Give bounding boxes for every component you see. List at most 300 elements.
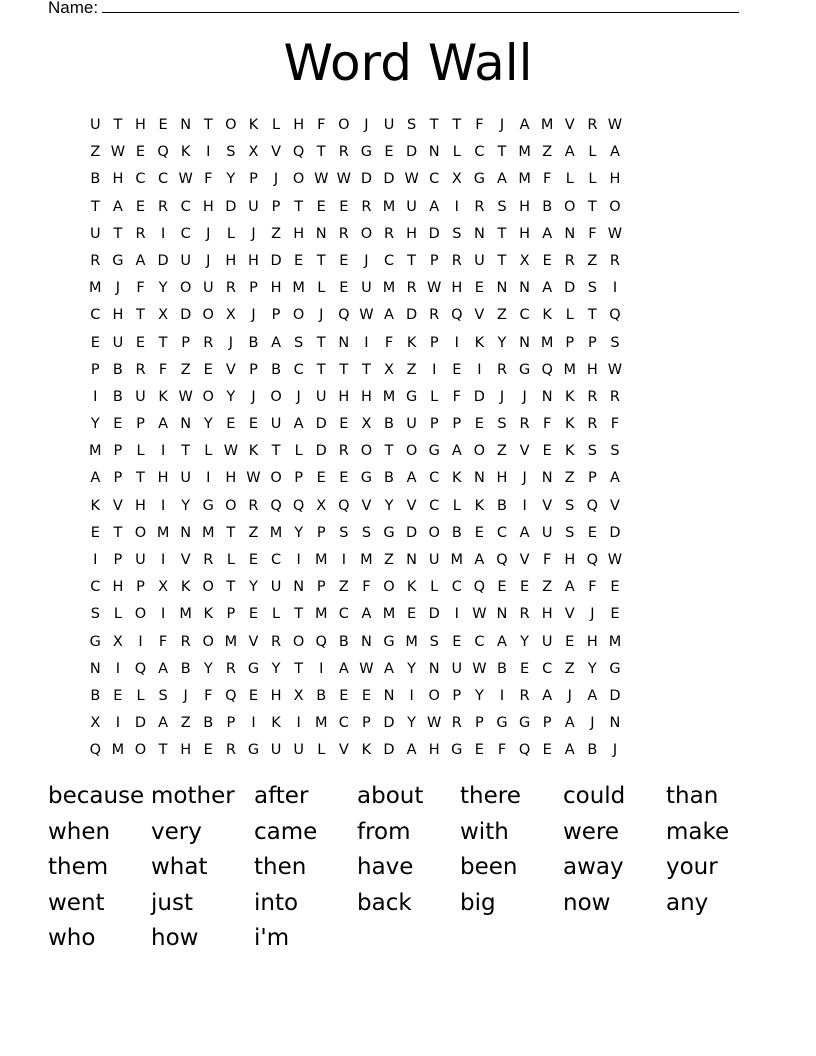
grid-letter[interactable]: U	[202, 280, 214, 297]
grid-letter[interactable]: K	[271, 715, 281, 732]
grid-letter[interactable]: A	[384, 660, 394, 677]
grid-letter[interactable]: N	[338, 334, 350, 351]
grid-letter[interactable]: F	[497, 742, 507, 759]
grid-letter[interactable]: I	[160, 225, 166, 242]
grid-letter[interactable]: N	[383, 687, 395, 704]
grid-letter[interactable]: H	[496, 470, 508, 487]
grid-letter[interactable]: E	[587, 524, 597, 541]
grid-letter[interactable]: U	[315, 388, 327, 405]
grid-letter[interactable]: Q	[496, 552, 508, 568]
grid-letter[interactable]: I	[251, 715, 256, 732]
grid-letter[interactable]: R	[587, 416, 598, 433]
grid-letter[interactable]: C	[519, 307, 530, 324]
grid-letter[interactable]: T	[429, 117, 439, 133]
grid-letter[interactable]: K	[565, 443, 575, 460]
grid-letter[interactable]: J	[567, 687, 572, 704]
grid-letter[interactable]: L	[113, 606, 122, 623]
grid-letter[interactable]: I	[454, 198, 459, 215]
grid-letter[interactable]: A	[451, 443, 462, 460]
grid-letter[interactable]: E	[565, 633, 575, 650]
grid-letter[interactable]: H	[406, 225, 418, 242]
grid-letter[interactable]: O	[202, 633, 214, 650]
grid-letter[interactable]: E	[316, 198, 326, 215]
grid-letter[interactable]: V	[609, 497, 620, 514]
grid-letter[interactable]: M	[314, 715, 328, 732]
grid-letter[interactable]: J	[251, 225, 256, 242]
grid-letter[interactable]: I	[160, 497, 166, 514]
grid-letter[interactable]: N	[428, 660, 440, 677]
grid-letter[interactable]: N	[473, 470, 485, 487]
grid-letter[interactable]: Z	[271, 225, 282, 242]
grid-letter[interactable]: N	[180, 524, 192, 541]
grid-letter[interactable]: E	[248, 606, 259, 623]
grid-letter[interactable]: O	[134, 742, 147, 759]
grid-letter[interactable]: T	[497, 144, 507, 161]
grid-letter[interactable]: C	[180, 198, 191, 215]
grid-letter[interactable]: R	[271, 633, 282, 650]
grid-letter[interactable]: M	[224, 633, 238, 650]
grid-letter[interactable]: J	[522, 470, 527, 487]
grid-letter[interactable]: J	[612, 742, 618, 759]
grid-letter[interactable]: E	[294, 252, 304, 269]
grid-letter[interactable]: I	[341, 552, 346, 568]
grid-letter[interactable]: N	[89, 660, 101, 677]
grid-letter[interactable]: P	[271, 198, 281, 215]
grid-letter[interactable]: M	[269, 524, 283, 541]
grid-letter[interactable]: F	[362, 579, 371, 596]
grid-letter[interactable]: U	[270, 579, 282, 596]
grid-letter[interactable]: O	[292, 307, 305, 324]
grid-letter[interactable]: K	[158, 388, 168, 405]
grid-letter[interactable]: C	[496, 524, 508, 541]
grid-letter[interactable]: O	[225, 117, 237, 133]
grid-letter[interactable]: I	[160, 552, 166, 568]
grid-letter[interactable]: Q	[609, 307, 621, 324]
grid-letter[interactable]: K	[248, 117, 259, 133]
grid-letter[interactable]: G	[360, 144, 373, 161]
grid-letter[interactable]: K	[361, 742, 372, 759]
grid-letter[interactable]: B	[112, 361, 123, 378]
grid-letter[interactable]: E	[248, 687, 259, 704]
grid-letter[interactable]: B	[542, 198, 553, 215]
grid-letter[interactable]: K	[248, 443, 259, 460]
grid-letter[interactable]: A	[90, 470, 101, 487]
grid-letter[interactable]: N	[609, 715, 621, 732]
grid-letter[interactable]: V	[180, 552, 191, 568]
grid-letter[interactable]: I	[206, 470, 211, 487]
grid-letter[interactable]: J	[296, 388, 301, 405]
grid-letter[interactable]: M	[89, 443, 102, 460]
grid-letter[interactable]: G	[451, 742, 463, 759]
grid-letter[interactable]: R	[225, 280, 236, 297]
grid-letter[interactable]: O	[405, 443, 418, 460]
grid-letter[interactable]: J	[590, 606, 595, 623]
grid-letter[interactable]: P	[249, 361, 258, 378]
grid-letter[interactable]: S	[429, 633, 439, 650]
grid-letter[interactable]: P	[226, 606, 236, 623]
grid-letter[interactable]: T	[158, 334, 168, 351]
grid-letter[interactable]: L	[272, 606, 281, 623]
grid-letter[interactable]: N	[180, 117, 192, 133]
grid-letter[interactable]: O	[360, 443, 373, 460]
grid-letter[interactable]: M	[89, 280, 102, 297]
grid-letter[interactable]: O	[428, 524, 440, 541]
grid-letter[interactable]: B	[248, 334, 259, 351]
grid-letter[interactable]: J	[228, 334, 233, 351]
grid-letter[interactable]: W	[472, 660, 487, 677]
grid-letter[interactable]: E	[474, 524, 484, 541]
grid-letter[interactable]: K	[406, 334, 417, 351]
grid-letter[interactable]: O	[609, 198, 621, 215]
grid-letter[interactable]: A	[564, 579, 575, 596]
grid-letter[interactable]: T	[361, 361, 371, 378]
grid-letter[interactable]: G	[428, 443, 440, 460]
grid-letter[interactable]: I	[522, 497, 527, 514]
grid-letter[interactable]: R	[587, 388, 598, 405]
grid-letter[interactable]: Q	[270, 497, 282, 514]
grid-letter[interactable]: Q	[586, 552, 599, 568]
grid-letter[interactable]: Q	[89, 742, 101, 759]
grid-letter[interactable]: R	[338, 225, 349, 242]
grid-letter[interactable]: P	[113, 443, 123, 460]
grid-letter[interactable]: R	[519, 416, 530, 433]
grid-letter[interactable]: R	[225, 742, 236, 759]
grid-letter[interactable]: D	[406, 144, 418, 161]
grid-letter[interactable]: B	[587, 742, 598, 759]
grid-letter[interactable]: T	[316, 252, 326, 269]
grid-letter[interactable]: U	[135, 552, 146, 568]
grid-letter[interactable]: N	[406, 552, 418, 568]
grid-letter[interactable]: O	[134, 606, 147, 623]
grid-letter[interactable]: K	[565, 388, 575, 405]
grid-letter[interactable]: T	[339, 361, 349, 378]
grid-letter[interactable]: A	[406, 470, 417, 487]
grid-letter[interactable]: A	[497, 171, 507, 188]
grid-letter[interactable]: R	[474, 198, 485, 215]
grid-letter[interactable]: N	[180, 416, 192, 433]
grid-letter[interactable]: Z	[497, 307, 507, 324]
grid-letter[interactable]: V	[474, 307, 485, 324]
grid-letter[interactable]: Q	[315, 633, 327, 650]
grid-letter[interactable]: Z	[338, 579, 349, 596]
grid-letter[interactable]: A	[564, 715, 575, 732]
grid-letter[interactable]: G	[202, 497, 214, 514]
grid-letter[interactable]: L	[588, 171, 597, 188]
grid-letter[interactable]: B	[338, 633, 349, 650]
grid-letter[interactable]: P	[294, 470, 304, 487]
grid-letter[interactable]: S	[565, 497, 575, 514]
grid-letter[interactable]: F	[543, 416, 552, 433]
grid-letter[interactable]: N	[496, 606, 508, 623]
grid-letter[interactable]: I	[296, 715, 301, 732]
grid-letter[interactable]: A	[542, 687, 553, 704]
grid-letter[interactable]: C	[293, 361, 304, 378]
grid-letter[interactable]: D	[315, 416, 327, 433]
grid-letter[interactable]: F	[610, 416, 620, 433]
grid-letter[interactable]: H	[180, 742, 192, 759]
grid-letter[interactable]: Q	[518, 742, 531, 759]
grid-letter[interactable]: B	[384, 416, 394, 433]
grid-letter[interactable]: N	[519, 334, 530, 351]
grid-letter[interactable]: X	[384, 361, 394, 378]
grid-letter[interactable]: M	[382, 606, 396, 623]
grid-letter[interactable]: N	[315, 225, 327, 242]
grid-letter[interactable]: G	[383, 633, 395, 650]
grid-letter[interactable]: J	[364, 252, 369, 269]
grid-letter[interactable]: I	[160, 606, 166, 623]
grid-letter[interactable]: K	[180, 579, 191, 596]
grid-letter[interactable]: U	[89, 117, 101, 133]
grid-letter[interactable]: R	[429, 307, 440, 324]
grid-letter[interactable]: V	[225, 361, 236, 378]
grid-letter[interactable]: R	[519, 606, 530, 623]
grid-letter[interactable]: C	[338, 715, 349, 732]
grid-letter[interactable]: Z	[248, 524, 259, 541]
grid-letter[interactable]: J	[206, 252, 211, 269]
grid-letter[interactable]: C	[270, 552, 282, 568]
grid-letter[interactable]: R	[203, 552, 214, 568]
grid-letter[interactable]: P	[565, 334, 575, 351]
grid-letter[interactable]: T	[294, 606, 304, 623]
grid-letter[interactable]: D	[383, 742, 395, 759]
grid-letter[interactable]: R	[383, 225, 395, 242]
grid-letter[interactable]: A	[542, 225, 553, 242]
grid-letter[interactable]: G	[247, 660, 260, 677]
grid-letter[interactable]: P	[90, 361, 100, 378]
grid-letter[interactable]: B	[384, 470, 394, 487]
grid-letter[interactable]: T	[226, 524, 236, 541]
grid-letter[interactable]: Y	[226, 171, 236, 188]
grid-letter[interactable]: E	[407, 606, 417, 623]
grid-letter[interactable]: Q	[225, 687, 237, 704]
grid-letter[interactable]: C	[383, 252, 395, 269]
grid-letter[interactable]: P	[429, 416, 439, 433]
grid-letter[interactable]: X	[519, 252, 530, 269]
grid-letter[interactable]: Q	[338, 307, 350, 324]
grid-letter[interactable]: T	[226, 579, 236, 596]
grid-letter[interactable]: U	[428, 552, 440, 568]
grid-letter[interactable]: M	[292, 280, 305, 297]
grid-letter[interactable]: P	[452, 687, 462, 704]
grid-letter[interactable]: V	[542, 497, 553, 514]
grid-letter[interactable]: S	[407, 117, 417, 133]
grid-letter[interactable]: L	[136, 687, 145, 704]
grid-letter[interactable]: W	[246, 470, 261, 487]
grid-letter[interactable]: V	[519, 552, 530, 568]
grid-letter[interactable]: N	[428, 144, 440, 161]
grid-letter[interactable]: B	[180, 660, 191, 677]
grid-letter[interactable]: Z	[180, 361, 191, 378]
grid-letter[interactable]: E	[248, 416, 259, 433]
grid-letter[interactable]: O	[473, 443, 486, 460]
grid-letter[interactable]: T	[294, 660, 304, 677]
grid-letter[interactable]: A	[587, 687, 598, 704]
grid-letter[interactable]: D	[428, 225, 440, 242]
grid-letter[interactable]: S	[452, 225, 462, 242]
grid-letter[interactable]: H	[202, 198, 214, 215]
grid-letter[interactable]: Q	[473, 579, 486, 596]
grid-letter[interactable]: X	[158, 307, 169, 324]
grid-letter[interactable]: S	[587, 280, 597, 297]
grid-letter[interactable]: M	[382, 198, 396, 215]
grid-letter[interactable]: O	[270, 388, 282, 405]
grid-letter[interactable]: T	[316, 144, 326, 161]
grid-letter[interactable]: X	[361, 416, 372, 433]
grid-letter[interactable]: D	[428, 606, 440, 623]
grid-letter[interactable]: R	[361, 198, 372, 215]
grid-letter[interactable]: Y	[203, 416, 213, 433]
grid-letter[interactable]: D	[157, 252, 169, 269]
grid-letter[interactable]: J	[590, 715, 595, 732]
grid-letter[interactable]: T	[384, 443, 394, 460]
grid-letter[interactable]: A	[609, 144, 620, 161]
grid-letter[interactable]: M	[518, 171, 531, 188]
grid-letter[interactable]: A	[271, 334, 281, 351]
grid-letter[interactable]: F	[136, 280, 145, 297]
grid-letter[interactable]: R	[180, 633, 191, 650]
grid-letter[interactable]: L	[226, 225, 235, 242]
grid-letter[interactable]: E	[158, 117, 168, 133]
grid-letter[interactable]: R	[338, 443, 349, 460]
grid-letter[interactable]: T	[316, 361, 326, 378]
grid-letter[interactable]: H	[609, 171, 621, 188]
grid-letter[interactable]: T	[316, 334, 326, 351]
grid-letter[interactable]: I	[409, 687, 414, 704]
grid-letter[interactable]: O	[292, 171, 305, 188]
grid-letter[interactable]: N	[293, 579, 305, 596]
grid-letter[interactable]: H	[248, 252, 259, 269]
grid-letter[interactable]: P	[113, 470, 123, 487]
grid-letter[interactable]: O	[564, 198, 576, 215]
grid-letter[interactable]: W	[427, 715, 442, 732]
grid-letter[interactable]: V	[338, 742, 349, 759]
grid-letter[interactable]: H	[586, 633, 598, 650]
grid-letter[interactable]: P	[316, 524, 326, 541]
grid-letter[interactable]: C	[158, 171, 169, 188]
grid-letter[interactable]: W	[607, 552, 623, 568]
grid-letter[interactable]: U	[112, 334, 124, 351]
grid-letter[interactable]: T	[136, 470, 145, 487]
grid-letter[interactable]: B	[203, 715, 214, 732]
grid-letter[interactable]: O	[270, 470, 282, 487]
grid-letter[interactable]: H	[338, 388, 350, 405]
grid-letter[interactable]: J	[364, 117, 369, 133]
grid-letter[interactable]: S	[294, 334, 304, 351]
grid-letter[interactable]: G	[473, 171, 486, 188]
grid-letter[interactable]: L	[226, 552, 235, 568]
grid-letter[interactable]: T	[271, 443, 281, 460]
grid-letter[interactable]: V	[361, 497, 372, 514]
grid-letter[interactable]: O	[383, 579, 395, 596]
grid-letter[interactable]: Q	[586, 497, 599, 514]
grid-letter[interactable]: R	[90, 252, 101, 269]
grid-letter[interactable]: I	[138, 633, 143, 650]
grid-letter[interactable]: N	[360, 633, 372, 650]
grid-letter[interactable]: I	[364, 334, 369, 351]
grid-letter[interactable]: P	[136, 416, 145, 433]
grid-letter[interactable]: T	[587, 307, 597, 324]
grid-letter[interactable]: G	[247, 742, 260, 759]
grid-letter[interactable]: U	[383, 117, 395, 133]
grid-letter[interactable]: O	[179, 280, 192, 297]
grid-letter[interactable]: E	[339, 416, 349, 433]
grid-letter[interactable]: E	[339, 470, 349, 487]
grid-letter[interactable]: H	[135, 497, 146, 514]
grid-letter[interactable]: R	[135, 225, 146, 242]
grid-letter[interactable]: X	[90, 715, 101, 732]
grid-letter[interactable]: H	[225, 252, 237, 269]
grid-letter[interactable]: X	[316, 497, 327, 514]
grid-letter[interactable]: N	[519, 280, 530, 297]
grid-letter[interactable]: Q	[451, 307, 463, 324]
grid-letter[interactable]: T	[113, 225, 123, 242]
grid-letter[interactable]: X	[225, 307, 236, 324]
grid-letter[interactable]: Y	[520, 633, 529, 650]
grid-letter[interactable]: D	[134, 715, 147, 732]
grid-letter[interactable]: W	[404, 171, 419, 188]
grid-letter[interactable]: F	[204, 687, 213, 704]
grid-letter[interactable]: C	[338, 606, 349, 623]
grid-letter[interactable]: A	[338, 660, 349, 677]
grid-letter[interactable]: H	[225, 470, 237, 487]
grid-letter[interactable]: Y	[158, 280, 168, 297]
grid-letter[interactable]: D	[473, 388, 485, 405]
grid-letter[interactable]: E	[203, 742, 213, 759]
grid-letter[interactable]: M	[518, 144, 531, 161]
grid-letter[interactable]: Z	[384, 552, 394, 568]
grid-letter[interactable]: U	[406, 198, 417, 215]
grid-letter[interactable]: I	[93, 388, 98, 405]
grid-letter[interactable]: F	[158, 633, 168, 650]
grid-letter[interactable]: M	[314, 606, 328, 623]
grid-letter[interactable]: T	[203, 117, 213, 133]
grid-letter[interactable]: U	[406, 416, 417, 433]
grid-letter[interactable]: W	[607, 117, 623, 133]
grid-letter[interactable]: K	[474, 334, 485, 351]
grid-letter[interactable]: Y	[474, 687, 484, 704]
grid-letter[interactable]: T	[452, 117, 462, 133]
grid-letter[interactable]: V	[519, 443, 530, 460]
grid-letter[interactable]: I	[296, 552, 301, 568]
grid-letter[interactable]: E	[474, 280, 484, 297]
grid-letter[interactable]: E	[519, 660, 530, 677]
grid-letter[interactable]: E	[474, 742, 484, 759]
name-blank-line[interactable]	[102, 0, 739, 13]
grid-letter[interactable]: L	[452, 497, 461, 514]
grid-letter[interactable]: R	[158, 198, 169, 215]
grid-letter[interactable]: E	[610, 606, 620, 623]
grid-letter[interactable]: H	[112, 171, 124, 188]
grid-letter[interactable]: R	[564, 252, 575, 269]
grid-letter[interactable]: R	[496, 361, 508, 378]
grid-letter[interactable]: R	[406, 280, 417, 297]
grid-letter[interactable]: A	[474, 552, 485, 568]
grid-letter[interactable]: A	[361, 606, 372, 623]
grid-letter[interactable]: F	[384, 334, 394, 351]
grid-letter[interactable]: C	[474, 633, 485, 650]
grid-letter[interactable]: H	[112, 579, 124, 596]
grid-letter[interactable]: H	[451, 280, 463, 297]
grid-letter[interactable]: U	[541, 524, 553, 541]
grid-letter[interactable]: E	[90, 524, 100, 541]
grid-letter[interactable]: V	[248, 633, 259, 650]
grid-letter[interactable]: I	[454, 606, 459, 623]
grid-letter[interactable]: Y	[497, 334, 507, 351]
grid-letter[interactable]: U	[270, 742, 282, 759]
grid-letter[interactable]: D	[315, 443, 327, 460]
grid-letter[interactable]: U	[89, 225, 101, 242]
grid-letter[interactable]: S	[497, 198, 507, 215]
